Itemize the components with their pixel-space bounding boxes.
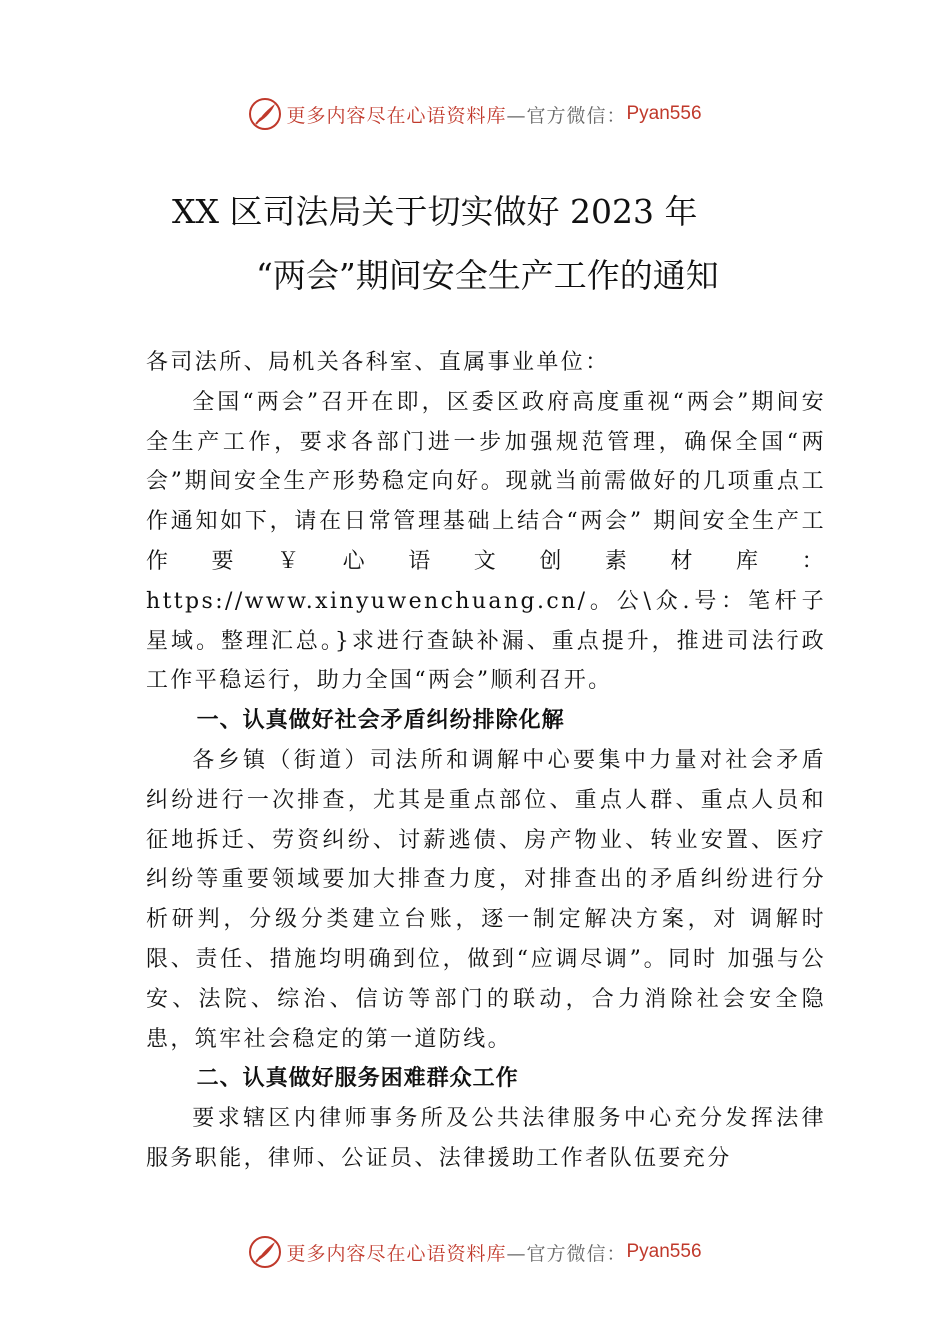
quill-pen-logo-icon <box>248 97 282 131</box>
watermark-wechat-id: Pyan556 <box>626 1241 702 1262</box>
document-body <box>146 343 826 1179</box>
section-1-heading: 一、认真做好社会矛盾纠纷排除化解 <box>196 708 565 734</box>
watermark-brand: 更多内容尽在心语资料库 <box>286 104 507 127</box>
section-1-paragraph: 各乡镇（街道）司法所和调解中心要集中力量对社会矛盾纠纷进行一次排查，尤其是重点部位、重点人群、重点人员和征地拆迁、劳资纠纷、讨薪逃债、房产物业、转业安置、医疗纠纷等重要领域要加大排查力度，对排查出的矛盾纠纷进行分析研判，分级分类建立台账，逐一制定解决方案，对 调解时限、责任、措施均明确到位，做到“应调尽调”。同时 加强与公安、法院、综治、信访等部门的联动，合力消除社会安全隐患，筑牢社会稳定的第一道防线。 <box>146 747 826 1052</box>
quill-pen-logo-icon <box>248 1235 282 1269</box>
watermark-separator: —官方微信： <box>506 1242 627 1265</box>
watermark-wechat-id: Pyan556 <box>626 103 702 124</box>
section-2-paragraph: 要求辖区内律师事务所及公共法律服务中心充分发挥法律服务职能，律师、公证员、法律援助工作者队伍要充分 <box>146 1106 826 1171</box>
intro-paragraph: 全国“两会”召开在即，区委区政府高度重视“两会”期间安全生产工作，要求各部门进一步加强规范管理，确保全国“两会”期间安全生产形势稳定向好。现就当前需做好的几项重点工作通知如下，请在日常管理基础上结合“两会” 期间安全生产工作要￥心语文创素材库：https://www.xinyuwenchuang.cn/。公\众.号：笔杆子星域。整理汇总。}求进行查缺补漏、重点提升，推进司法行政工作平稳运行，助力全国“两会”顺利召开。 <box>146 389 826 694</box>
footer-watermark <box>0 1232 950 1272</box>
salutation: 各司法所、局机关各科室、直属事业单位： <box>146 350 610 375</box>
watermark-brand: 更多内容尽在心语资料库 <box>286 1242 507 1265</box>
header-watermark <box>0 94 950 134</box>
document-title-line-1: XX 区司法局关于切实做好 2023 年 <box>172 192 698 231</box>
document-title-line-2: “两会”期间安全生产工作的通知 <box>256 256 719 295</box>
watermark-separator: —官方微信： <box>506 104 627 127</box>
section-2-heading: 二、认真做好服务困难群众工作 <box>196 1066 519 1092</box>
